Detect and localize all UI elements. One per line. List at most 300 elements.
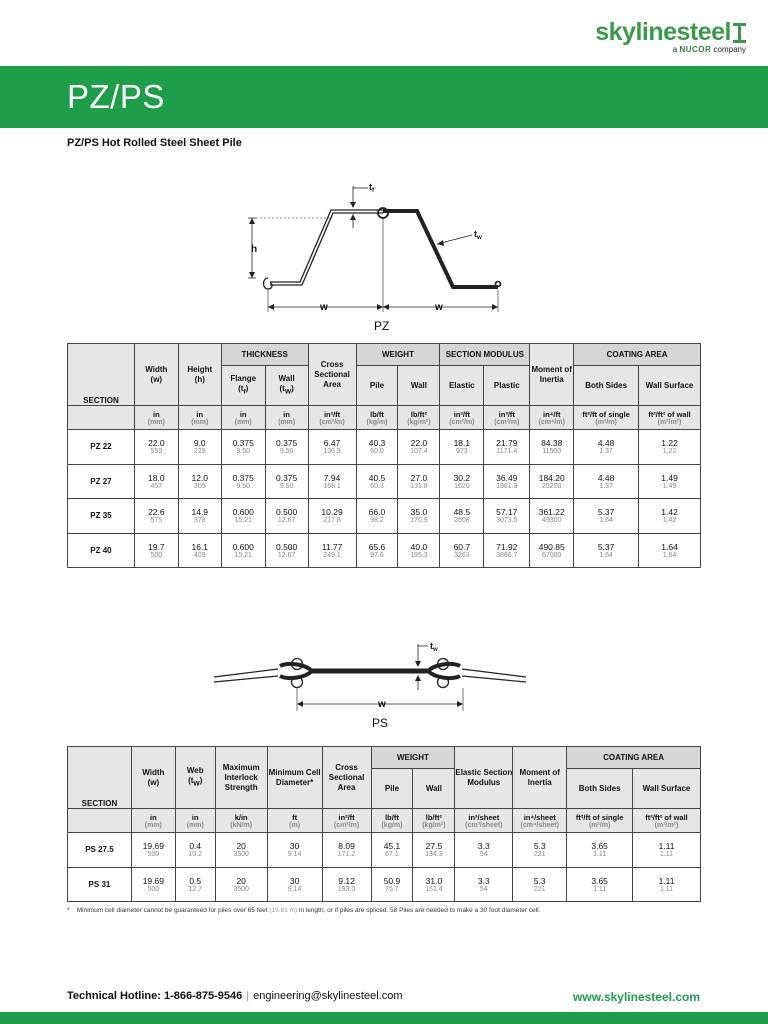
pz-figure-label: PZ xyxy=(374,319,390,333)
imperial-value: 19.7 xyxy=(148,541,165,552)
imperial-value: 27.0 xyxy=(410,472,428,483)
pz-unit-cell xyxy=(134,406,178,430)
ps-metric-unit-label: (mm) xyxy=(144,821,162,829)
pz-header-thickness: THICKNESS xyxy=(221,344,308,366)
ps-header-section-cell: SECTION xyxy=(68,747,132,809)
metric-value: 60.3 xyxy=(370,482,384,490)
imperial-value: 16.1 xyxy=(191,541,209,552)
pz-value-cell xyxy=(440,499,484,534)
pz-value-cell xyxy=(265,499,308,534)
imperial-value: 0.600 xyxy=(232,507,254,518)
pz-section-name: PZ 35 xyxy=(68,499,135,534)
brand-wordmark xyxy=(595,18,746,47)
metric-value: 249.1 xyxy=(323,551,341,559)
pz-unit-label: lb/ft² xyxy=(410,409,428,419)
pz-header-elastic: Elastic xyxy=(440,366,484,406)
imperial-value: 0.375 xyxy=(275,438,298,449)
pz-value-cell xyxy=(178,499,221,534)
pz-value-cell xyxy=(308,464,356,499)
pz-header-wall-surface: Wall Surface xyxy=(639,366,701,406)
metric-value: 1.64 xyxy=(662,551,677,559)
ps-value-cell xyxy=(371,867,413,902)
pz-unit-cell xyxy=(308,406,356,430)
pz-unit-cell xyxy=(440,406,484,430)
pz-metric-unit-label: (kg/m²) xyxy=(407,418,431,426)
pz-unit-label: in xyxy=(283,409,290,419)
ps-header-width-cell: Width (w) xyxy=(131,747,175,809)
imperial-value: 4.48 xyxy=(597,438,615,449)
metric-value: 1.37 xyxy=(599,482,613,490)
imperial-value: 1.22 xyxy=(661,438,678,449)
pz-units-row xyxy=(68,406,701,430)
pz-header-section-cell: SECTION xyxy=(68,344,135,406)
ps-value-cell xyxy=(267,867,322,902)
pz-unit-label: ft²/ft of single xyxy=(582,409,630,419)
pz-header-height-cell: Height (h) xyxy=(178,344,221,406)
pz-unit-cell xyxy=(398,406,440,430)
metric-value: 500 xyxy=(147,851,160,859)
ps-unit-cell xyxy=(455,809,513,833)
ps-unit-cell xyxy=(322,809,371,833)
pz-header-coating: COATING AREA xyxy=(574,344,701,366)
imperial-value: 0.500 xyxy=(275,507,298,518)
metric-value: 15.21 xyxy=(234,551,252,559)
metric-value: 9.50 xyxy=(236,482,251,490)
metric-value: 151.4 xyxy=(425,885,443,893)
ps-table-body xyxy=(68,833,701,902)
pz-value-cell xyxy=(178,464,221,499)
pz-value-cell xyxy=(308,499,356,534)
pz-value-cell xyxy=(530,499,574,534)
pz-spec-table xyxy=(67,343,701,568)
pz-value-cell xyxy=(639,533,701,568)
ps-unit-label: ft xyxy=(292,812,298,822)
ps-unit-label: in⁴/sheet xyxy=(523,812,556,822)
ps-value-cell xyxy=(322,867,371,902)
pz-value-cell xyxy=(134,430,178,465)
pz-value-cell xyxy=(308,533,356,568)
ps-section-name: PS 31 xyxy=(68,867,132,902)
ps-value-cell xyxy=(413,833,455,868)
ps-unit-label: ft²/ft² of wall xyxy=(645,812,688,822)
table-row xyxy=(68,499,701,534)
ps-value-cell xyxy=(567,833,633,868)
page-title: PZ/PS xyxy=(67,78,165,115)
metric-value: 1.42 xyxy=(662,517,677,525)
ps-metric-unit-label: (cm²/m) xyxy=(333,821,360,829)
ps-profile-diagram xyxy=(210,636,530,732)
imperial-value: 5.37 xyxy=(597,541,615,552)
metric-value: 9.14 xyxy=(287,851,302,859)
ps-value-cell xyxy=(455,867,513,902)
pz-w-left-label: w xyxy=(320,302,328,313)
metric-value: 221 xyxy=(533,851,546,859)
ps-unit-cell xyxy=(267,809,322,833)
imperial-value: 18.1 xyxy=(453,438,471,449)
pz-unit-label: in³/ft xyxy=(498,409,515,419)
metric-value: 11500 xyxy=(542,448,562,456)
pz-value-cell xyxy=(574,499,639,534)
ps-unit-cell xyxy=(215,809,267,833)
pz-value-cell xyxy=(134,533,178,568)
ps-header-pile: Pile xyxy=(371,769,413,809)
metric-value: 305 xyxy=(193,482,206,490)
ps-unit-label: in²/ft xyxy=(338,812,355,822)
metric-value: 75.7 xyxy=(385,885,399,893)
metric-value: 54 xyxy=(479,885,488,893)
bottom-bar xyxy=(0,1012,768,1024)
pz-section-name: PZ 40 xyxy=(68,533,135,568)
ps-unit-label: lb/ft² xyxy=(425,812,443,822)
ps-metric-unit-label: (m) xyxy=(289,821,301,829)
pz-unit-label: in²/ft xyxy=(323,409,341,419)
pz-section-name: PZ 27 xyxy=(68,464,135,499)
pz-w-right-label: w xyxy=(435,302,443,313)
imperial-value: 5.3 xyxy=(533,841,546,852)
ps-unit-cell xyxy=(371,809,413,833)
imperial-value: 40.0 xyxy=(410,541,428,552)
metric-value: 12.67 xyxy=(277,517,296,525)
metric-value: 973 xyxy=(456,448,468,456)
metric-value: 12.67 xyxy=(277,551,296,559)
ps-header-wall-surface: Wall Surface xyxy=(633,769,701,809)
table-row xyxy=(68,464,701,499)
pz-unit-cell xyxy=(265,406,308,430)
ps-unit-cell xyxy=(633,809,701,833)
pz-header-pile: Pile xyxy=(356,366,398,406)
pz-metric-unit-label: (cm³/m) xyxy=(494,418,520,426)
imperial-value: 50.9 xyxy=(383,875,401,886)
ps-value-cell xyxy=(513,867,567,902)
imperial-value: 19.69 xyxy=(142,875,164,886)
pz-unit-label: lb/ft xyxy=(370,409,384,419)
metric-value: 9.50 xyxy=(236,448,251,456)
ps-header-min-cell: Minimum Cell Diameter* xyxy=(267,747,322,809)
ps-w-label: w xyxy=(378,699,386,710)
pz-unit-cell xyxy=(639,406,701,430)
metric-value: 1.37 xyxy=(599,448,613,456)
ps-unit-cell xyxy=(413,809,455,833)
ps-header-coating: COATING AREA xyxy=(567,747,701,769)
metric-value: 559 xyxy=(150,448,163,456)
metric-value: 131.8 xyxy=(410,482,428,490)
pz-metric-unit-label: (cm⁴/m) xyxy=(538,418,565,426)
ps-value-cell xyxy=(455,833,513,868)
pz-table-body xyxy=(68,430,701,568)
pz-unit-cell xyxy=(178,406,221,430)
imperial-value: 0.600 xyxy=(232,541,254,552)
ps-unit-label: lb/ft xyxy=(385,812,399,822)
imperial-value: 35.0 xyxy=(410,507,428,518)
pz-metric-unit-label: (mm) xyxy=(191,418,209,426)
imperial-value: 22.0 xyxy=(410,438,428,449)
pz-header-both-sides: Both Sides xyxy=(574,366,639,406)
imperial-value: 0.375 xyxy=(232,438,254,449)
title-banner xyxy=(0,66,768,128)
pz-units-section-cell xyxy=(68,406,135,430)
ps-value-cell xyxy=(131,867,175,902)
metric-value: 10.2 xyxy=(188,851,203,859)
pz-unit-cell xyxy=(574,406,639,430)
nucor-label: NUCOR xyxy=(679,45,712,54)
metric-value: 1.11 xyxy=(593,851,607,859)
pz-value-cell xyxy=(639,430,701,465)
ps-header-weight: WEIGHT xyxy=(371,747,455,769)
metric-value: 193.0 xyxy=(337,885,356,893)
pz-value-cell xyxy=(574,430,639,465)
imperial-value: 11.77 xyxy=(321,541,343,552)
pz-value-cell xyxy=(484,533,530,568)
ps-unit-label: k/in xyxy=(234,812,248,822)
metric-value: 3866.7 xyxy=(496,551,518,559)
imperial-value: 0.5 xyxy=(189,875,202,886)
ps-metric-unit-label: (kg/m²) xyxy=(422,821,446,829)
ps-metric-unit-label: (m²/m²) xyxy=(654,821,679,829)
imperial-value: 3.3 xyxy=(477,875,490,886)
ps-unit-cell xyxy=(131,809,175,833)
imperial-value: 71.92 xyxy=(496,541,518,552)
imperial-value: 361.22 xyxy=(538,507,565,518)
page-subtitle: PZ/PS Hot Rolled Steel Sheet Pile xyxy=(67,137,242,149)
pz-unit-label: in xyxy=(196,409,204,419)
imperial-value: 40.3 xyxy=(368,438,386,449)
imperial-value: 1.11 xyxy=(658,841,675,852)
website-link[interactable]: www.skylinesteel.com xyxy=(573,990,700,1004)
ps-value-cell xyxy=(633,867,701,902)
metric-value: 457 xyxy=(150,482,163,490)
metric-value: 1.49 xyxy=(662,482,677,490)
pz-unit-label: in⁴/ft xyxy=(542,409,561,419)
pz-metric-unit-label: (cm³/m) xyxy=(449,418,475,426)
metric-value: 3073.5 xyxy=(496,517,518,525)
imperial-value: 20 xyxy=(236,841,246,852)
pz-unit-label: in xyxy=(239,409,247,419)
imperial-value: 490.85 xyxy=(538,541,565,552)
pz-value-cell xyxy=(221,464,265,499)
pz-metric-unit-label: (mm) xyxy=(278,418,296,426)
metric-value: 67.1 xyxy=(385,851,399,859)
pz-header-cross-area: Cross Sectional Area xyxy=(308,344,356,406)
table-row xyxy=(68,430,701,465)
pz-tf-label: $t_f$ xyxy=(369,182,374,194)
pz-metric-unit-label: (mm) xyxy=(147,418,165,426)
metric-value: 12.7 xyxy=(188,885,203,893)
ps-unit-cell xyxy=(567,809,633,833)
metric-value: 500 xyxy=(150,551,163,559)
imperial-value: 30.2 xyxy=(453,472,471,483)
pz-value-cell xyxy=(356,533,398,568)
brand-tagline: a NUCOR company xyxy=(672,45,746,54)
table-row xyxy=(68,833,701,868)
imperial-value: 12.0 xyxy=(191,472,209,483)
imperial-value: 10.29 xyxy=(321,507,343,518)
pz-value-cell xyxy=(265,533,308,568)
pz-value-cell xyxy=(440,430,484,465)
pz-metric-unit-label: (m²/m²) xyxy=(657,418,682,426)
pz-value-cell xyxy=(530,430,574,465)
ps-header-moment: Moment of Inertia xyxy=(513,747,567,809)
pz-value-cell xyxy=(484,464,530,499)
imperial-value: 184.20 xyxy=(538,472,565,483)
pz-header-moment: Moment of Inertia xyxy=(530,344,574,406)
metric-value: 136.9 xyxy=(323,448,341,456)
imperial-value: 9.0 xyxy=(193,438,206,449)
ps-header-wall: Wall xyxy=(413,769,455,809)
imperial-value: 14.9 xyxy=(191,507,209,518)
metric-value: 134.3 xyxy=(425,851,443,859)
engineering-email-link[interactable]: engineering@skylinesteel.com xyxy=(253,990,403,1002)
metric-value: 378 xyxy=(193,517,206,525)
pz-unit-cell xyxy=(484,406,530,430)
metric-value: 500 xyxy=(147,885,160,893)
pz-value-cell xyxy=(440,533,484,568)
ps-value-cell xyxy=(175,867,215,902)
pz-value-cell xyxy=(134,499,178,534)
pz-header-section-modulus: SECTION MODULUS xyxy=(440,344,530,366)
pz-value-cell xyxy=(134,464,178,499)
pz-value-cell xyxy=(530,464,574,499)
metric-value: 195.3 xyxy=(410,551,428,559)
metric-value: 1620 xyxy=(454,482,470,490)
ps-unit-label: in xyxy=(150,812,157,822)
metric-value: 1.22 xyxy=(662,448,677,456)
ps-unit-cell xyxy=(175,809,215,833)
metric-value: 1961.9 xyxy=(496,482,518,490)
pz-value-cell xyxy=(178,430,221,465)
pz-value-cell xyxy=(398,533,440,568)
metric-value: 98.2 xyxy=(370,517,384,525)
imperial-value: 1.42 xyxy=(661,507,678,518)
pz-value-cell xyxy=(440,464,484,499)
table-row xyxy=(68,867,701,902)
imperial-value: 5.37 xyxy=(597,507,615,518)
metric-value: 229 xyxy=(193,448,206,456)
pz-value-cell xyxy=(178,533,221,568)
pz-header-plastic: Plastic xyxy=(484,366,530,406)
pz-profile-diagram xyxy=(240,172,520,334)
imperial-value: 1.11 xyxy=(658,875,675,886)
ps-value-cell xyxy=(322,833,371,868)
ps-metric-unit-label: (m²/m) xyxy=(588,821,611,829)
ps-metric-unit-label: (kN/m) xyxy=(230,821,253,829)
ps-section-name: PS 27.5 xyxy=(68,833,132,868)
metric-value: 1.11 xyxy=(659,851,674,859)
ps-unit-label: ft²/ft of single xyxy=(575,812,624,822)
metric-value: 2608 xyxy=(454,517,470,525)
table-row xyxy=(68,533,701,568)
imperial-value: 9.12 xyxy=(338,875,355,886)
pz-value-cell xyxy=(356,499,398,534)
pz-value-cell xyxy=(356,430,398,465)
ps-unit-label: in³/sheet xyxy=(468,812,500,822)
metric-value: 575 xyxy=(150,517,163,525)
imperial-value: 21.79 xyxy=(496,438,518,449)
imperial-value: 20 xyxy=(236,875,246,886)
footer-contact: Technical Hotline: 1-866-875-9546 | engineering@skylinesteel.com xyxy=(67,990,403,1002)
metric-value: 1.11 xyxy=(593,885,607,893)
pz-metric-unit-label: (cm²/m) xyxy=(319,418,345,426)
pz-value-cell xyxy=(221,533,265,568)
pz-value-cell xyxy=(530,533,574,568)
pz-unit-label: in³/ft xyxy=(453,409,470,419)
pz-value-cell xyxy=(574,464,639,499)
pz-header-wall-cell: Wall $(t_W)$ xyxy=(265,366,308,406)
imperial-value: 3.65 xyxy=(591,841,608,852)
imperial-value: 31.0 xyxy=(425,875,443,886)
pz-value-cell xyxy=(574,533,639,568)
ps-header-elastic: Elastic Section Modulus xyxy=(455,747,513,809)
ps-value-cell xyxy=(267,833,322,868)
metric-value: 49300 xyxy=(541,517,562,525)
imperial-value: 60.7 xyxy=(453,541,471,552)
ps-value-cell xyxy=(513,833,567,868)
imperial-value: 18.0 xyxy=(148,472,165,483)
imperial-value: 1.64 xyxy=(661,541,678,552)
metric-value: 9.14 xyxy=(287,885,302,893)
pz-value-cell xyxy=(308,430,356,465)
pz-header-wall-weight: Wall xyxy=(398,366,440,406)
pz-metric-unit-label: (mm) xyxy=(234,418,252,426)
metric-value: 1.64 xyxy=(599,551,613,559)
imperial-value: 5.3 xyxy=(533,875,546,886)
brand-name: skylinesteel xyxy=(595,18,731,46)
technical-hotline: Technical Hotline: 1-866-875-9546 xyxy=(67,990,243,1002)
pz-unit-label: in xyxy=(153,409,160,419)
imperial-value: 66.0 xyxy=(368,507,386,518)
metric-value: 171.2 xyxy=(337,851,356,859)
pz-tw-label: $t_w$ xyxy=(474,229,482,241)
imperial-value: 27.5 xyxy=(425,841,443,852)
imperial-value: 57.17 xyxy=(496,507,518,518)
imperial-value: 0.375 xyxy=(232,472,254,483)
imperial-value: 22.6 xyxy=(148,507,165,518)
imperial-value: 0.375 xyxy=(275,472,298,483)
imperial-value: 4.48 xyxy=(597,472,615,483)
imperial-value: 7.94 xyxy=(323,472,341,483)
pz-header-width-cell: Width (w) xyxy=(134,344,178,406)
pz-unit-cell xyxy=(221,406,265,430)
ps-value-cell xyxy=(215,833,267,868)
pz-header-weight: WEIGHT xyxy=(356,344,440,366)
metric-value: 97.6 xyxy=(370,551,384,559)
imperial-value: 19.69 xyxy=(142,841,164,852)
pz-value-cell xyxy=(221,499,265,534)
metric-value: 221 xyxy=(533,885,546,893)
ps-units-row xyxy=(68,809,701,833)
pz-section-name: PZ 22 xyxy=(68,430,135,465)
pz-unit-cell xyxy=(356,406,398,430)
ps-unit-cell xyxy=(513,809,567,833)
pz-value-cell xyxy=(265,430,308,465)
metric-value: 54 xyxy=(479,851,488,859)
imperial-value: 1.49 xyxy=(661,472,678,483)
pz-value-cell xyxy=(265,464,308,499)
ps-value-cell xyxy=(413,867,455,902)
ps-value-cell xyxy=(215,867,267,902)
metric-value: 9.50 xyxy=(279,482,294,490)
ps-metric-unit-label: (mm) xyxy=(186,821,204,829)
metric-value: 15.21 xyxy=(234,517,252,525)
imperial-value: 3.3 xyxy=(477,841,490,852)
imperial-value: 22.0 xyxy=(148,438,165,449)
imperial-value: 0.500 xyxy=(275,541,298,552)
ps-unit-label: in xyxy=(191,812,199,822)
ps-value-cell xyxy=(131,833,175,868)
ps-value-cell xyxy=(633,833,701,868)
metric-value: 107.4 xyxy=(410,448,428,456)
imperial-value: 0.4 xyxy=(189,841,202,852)
pz-unit-label: ft²/ft² of wall xyxy=(648,409,691,419)
